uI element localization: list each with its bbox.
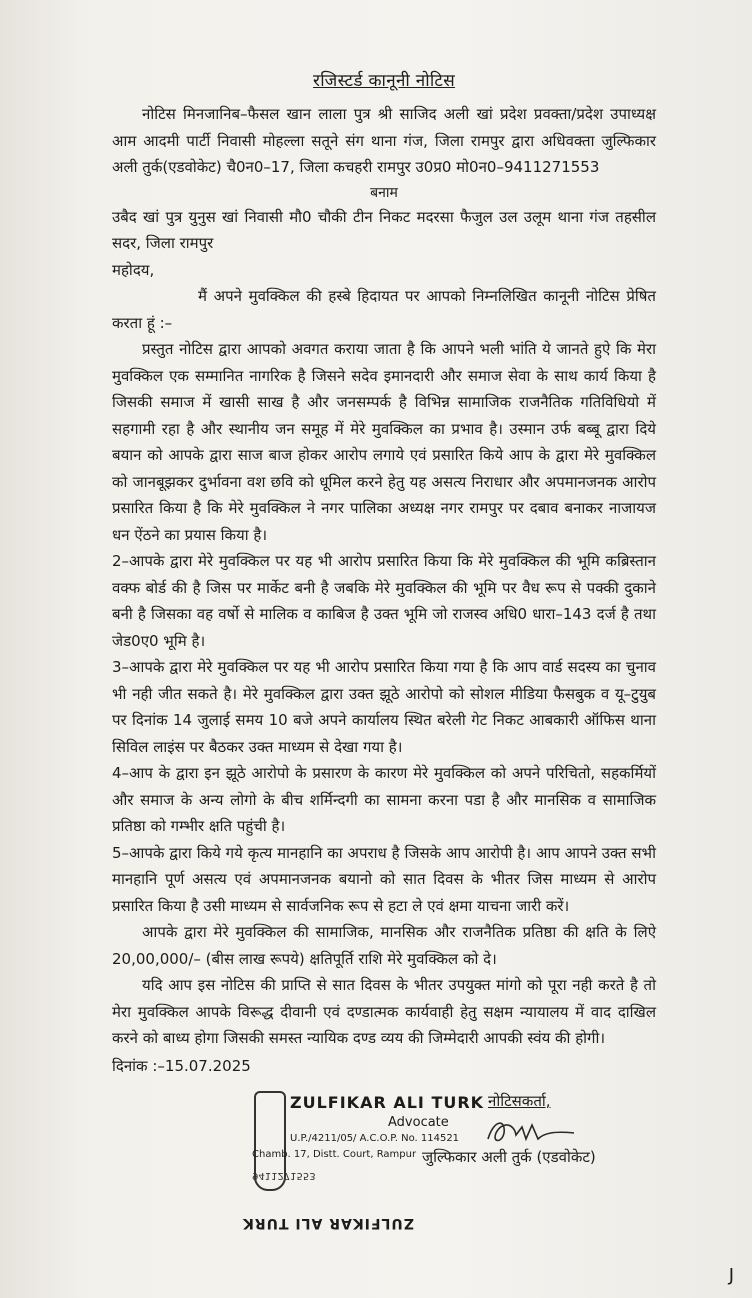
paragraph-6: आपके द्वारा मेरे मुवक्किल की सामाजिक, मानसिक और राजनैतिक प्रतिष्ठा की क्षति के लिऐ 20,00,000/– (बीस लाख रूपये) क्षतिपूर्ति राशि मेरे मुवक्किल को दे।: [112, 923, 656, 968]
versus-label: बनाम: [370, 184, 398, 201]
stamp-role: Advocate: [388, 1114, 449, 1130]
intro-paragraph: मैं अपने मुवक्किल की हस्बे हिदायत पर आपको निम्नलिखित कानूनी नोटिस प्रेषित करता हूं :–: [112, 287, 656, 332]
stamp-mirror-name: ZULFIKAR ALI TURK: [242, 1214, 414, 1231]
handwritten-signature: [484, 1113, 580, 1149]
signatory-title: नोटिसकर्ता,: [488, 1091, 551, 1110]
stamp-and-signature: [112, 1091, 656, 1231]
paragraph-5: 5–आपके द्वारा किये गये कृत्य मानहानि का अपराध है जिसके आप आरोपी है। आप आपने उक्त सभी मानहानि पूर्ण असत्य एवं अपमानजनक बयानो को सात दिवस के भीतर जिस माध्यम से आरोप प्रसारित किया है उसी माध्यम से सार्वजनिक रूप से हटा ले एवं क्षमा याचना जारी करें।: [112, 843, 656, 915]
paragraph-1: प्रस्तुत नोटिस द्वारा आपको अवगत कराया जाता है कि आपने भली भांति ये जानते हुऐ कि मेरा मुवक्किल एक सम्मानित नागरिक है जिसने सदेव इमानदारी और समाज सेवा के साथ कार्य किया है जिसकी समाज में खासी साख है और जनसम्पर्क है विभिन्न सामाजिक राजनैतिक गतिविधियो में सहगामी रहा है और स्थानीय जन समूह में मेरे मुवक्किल का प्रभाव है। उस्मान उर्फ बब्बू द्वारा दिये बयान को आपके द्वारा साज बाज होकर आरोप लगाये एवं प्रसारित किये आप के द्वारा मेरे मुवक्किल को जानबूझकर दुर्भावना वश छवि को धूमिल करने हेतु यह असत्य निराधार और अपमानजनक आरोप प्रसारित किया है कि मेरे मुवक्किल ने नगर पालिका अध्यक्ष नगर रामपुर पर दबाव बनाकर नाजायज धन ऐंठने का प्रयास किया है।: [112, 340, 656, 544]
stamp-mirror-phone: 9411271553: [252, 1169, 316, 1181]
salutation: महोदय,: [112, 260, 155, 279]
paragraph-4: 4–आप के द्वारा इन झूठे आरोपो के प्रसारण के कारण मेरे मुवक्किल को अपने परिचितो, सहकर्मियों और समाज के अन्य लोगो के बीच शर्मिन्दगी का सामना करना पडा है और मानसिक व सामाजिक प्रतिष्ठा को गम्भीर क्षति पहुंची है।: [112, 764, 656, 835]
notice-title: रजिस्टर्ड कानूनी नोटिस: [313, 71, 455, 91]
stamp-registration: U.P./4211/05/ A.C.O.P. No. 114521: [290, 1132, 460, 1144]
stamp-advocate-name: ZULFIKAR ALI TURK: [290, 1092, 485, 1112]
paragraph-7: यदि आप इस नोटिस की प्राप्ति से सात दिवस के भीतर उपयुक्त मांगो को पूरा नही करते है तो मेरा मुवक्किल आपके विरूद्ध दीवानी एवं दण्डात्मक कार्यवाही हेतु सक्षम न्यायालय में वाद दाखिल करने को बाध्य होगा जिसकी समस्त न्यायिक दण्ड व्यय की जिम्मेदारी आपकी स्वंय की होगी।: [112, 976, 656, 1047]
signatory-name: जुल्फिकार अली तुर्क (एडवोकेट): [422, 1147, 596, 1166]
recipient-block: उबैद खां पुत्र युनुस खां निवासी मौ0 चौकी टीन निकट मदरसा फैजुल उल उलूम थाना गंज तहसील सदर, जिला रामपुर: [112, 207, 656, 252]
sender-block: नोटिस मिनजानिब–फैसल खान लाला पुत्र श्री साजिद अली खां प्रदेश प्रवक्ता/प्रदेश उपाध्यक्ष आम आदमी पार्टी निवासी मोहल्ला सतूने संग थाना गंज, जिला रामपुर द्वारा अधिवक्ता जुल्फिकार अली तुर्क(एडवोकेट) चै0न0–17, जिला कचहरी रामपुर उ0प्र0 मो0न0–9411271553: [112, 105, 656, 176]
paragraph-3: 3–आपके द्वारा मेरे मुवक्किल पर यह भी आरोप प्रसारित किया गया है कि आप वार्ड सदस्य का चुनाव भी नही जीत सकते है। मेरे मुवक्किल द्वारा उक्त झूठे आरोपो को सोशल मीडिया फैसबुक व यू–टुयुब पर दिनांक 14 जुलाई समय 10 बजे अपने कार्यालय स्थित बरेली गेट निकट आबकारी ऑफिस थाना सिविल लाइंस पर बैठकर उक्त माध्यम से देखा गया है।: [112, 658, 656, 756]
stamp-mirror-print: [252, 1169, 316, 1182]
edge-mark: J: [728, 1265, 734, 1286]
notice-date: दिनांक :–15.07.2025: [112, 1056, 251, 1075]
stamp-address: Chamb. 17, Distt. Court, Rampur: [252, 1148, 417, 1160]
paragraph-2: 2–आपके द्वारा मेरे मुवक्किल पर यह भी आरोप प्रसारित किया कि मेरे मुवक्किल की भूमि कब्रिस्तान वक्फ बोर्ड की है जिस पर मार्केट बनी है जबकि मेरे मुवक्किल की भूमि पर वैध रूप से पक्की दुकाने बनी है जिसका वह वर्षो से मालिक व काबिज है उक्त भूमि जो राजस्व अधि0 धारा–143 दर्ज है तथा जेड0ए0 भूमि है।: [112, 552, 657, 650]
